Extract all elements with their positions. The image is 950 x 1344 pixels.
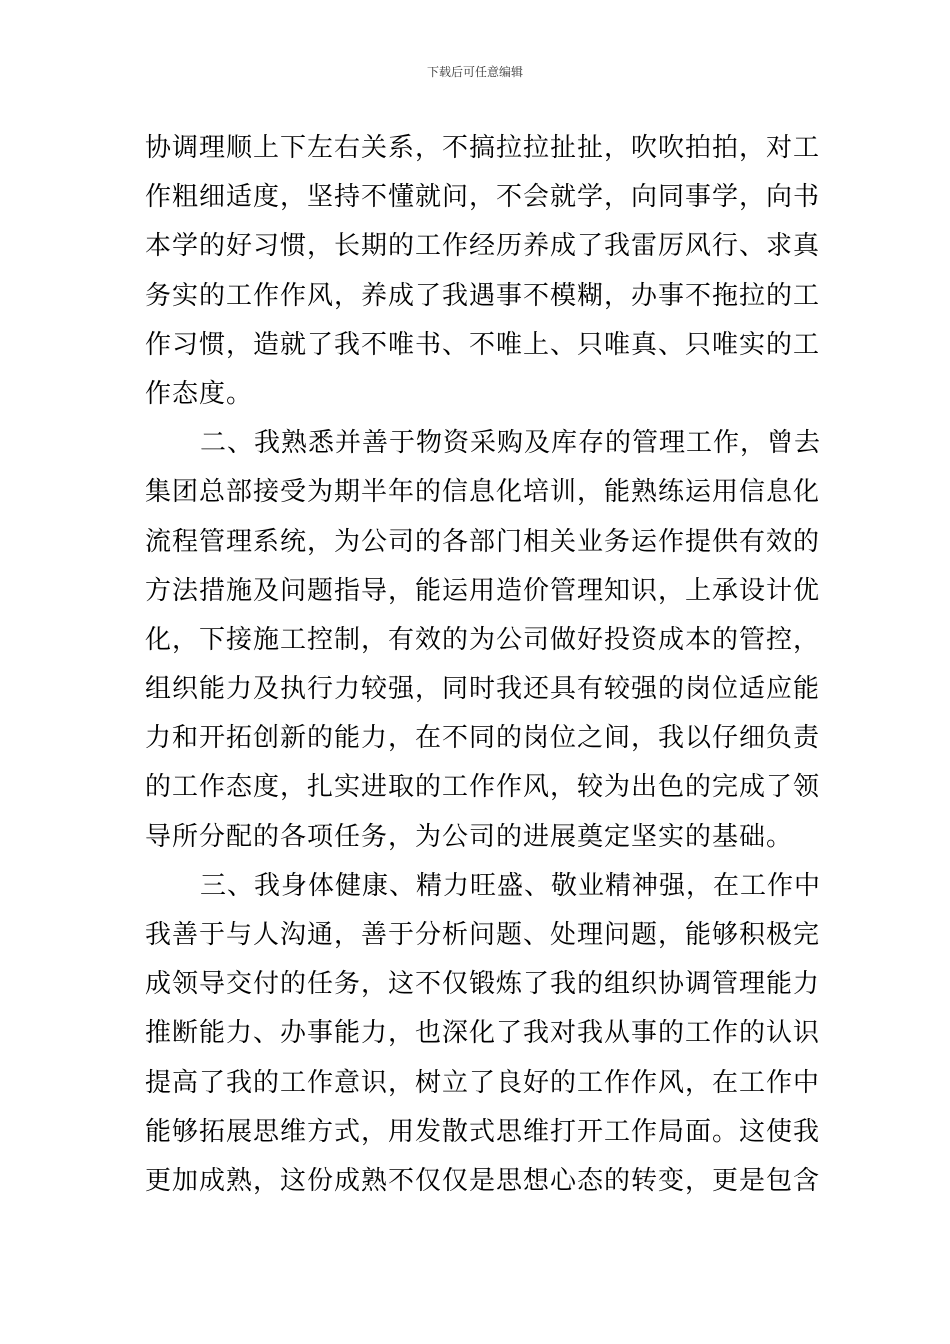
text-line: 化，下接施工控制，有效的为公司做好投资成本的管控， <box>145 624 821 655</box>
text-line: 成领导交付的任务，这不仅锻炼了我的组织协调管理能力 <box>145 969 821 1000</box>
text-line: 力和开拓创新的能力，在不同的岗位之间，我以仔细负责 <box>145 723 821 754</box>
paragraph-3 <box>145 862 822 1206</box>
paragraph-2 <box>145 419 822 862</box>
text-line: 能够拓展思维方式，用发散式思维打开工作局面。这使我 <box>145 1116 821 1147</box>
text-line: 更加成熟，这份成熟不仅仅是思想心态的转变，更是包含 <box>145 1165 821 1196</box>
text-line: 我善于与人沟通，善于分析问题、处理问题，能够积极完 <box>145 920 821 950</box>
text-line: 的工作态度，扎实进取的工作作风，较为出色的完成了领 <box>145 772 821 803</box>
paragraph-1 <box>145 124 821 419</box>
text-line: 流程管理系统，为公司的各部门相关业务运作提供有效的 <box>145 526 821 557</box>
text-line: 二、我熟悉并善于物资采购及库存的管理工作，曾去 <box>200 428 822 459</box>
text-line: 集团总部接受为期半年的信息化培训，能熟练运用信息化 <box>145 477 821 508</box>
text-line: 作态度。 <box>145 378 254 409</box>
page-header: 下载后可任意编辑 <box>426 65 523 79</box>
text-line: 作习惯，造就了我不唯书、不唯上、只唯真、只唯实的工 <box>145 329 821 360</box>
text-line: 本学的好习惯，长期的工作经历养成了我雷厉风行、求真 <box>145 231 821 262</box>
text-line: 协调理顺上下左右关系，不搞拉拉扯扯，吹吹拍拍，对工 <box>145 133 821 163</box>
text-line: 推断能力、办事能力，也深化了我对我从事的工作的认识 <box>145 1018 821 1049</box>
text-line: 三、我身体健康、精力旺盛、敬业精神强，在工作中 <box>200 870 822 901</box>
text-line: 作粗细适度，坚持不懂就问，不会就学，向同事学，向书 <box>145 182 821 213</box>
text-line: 组织能力及执行力较强，同时我还具有较强的岗位适应能 <box>145 674 821 705</box>
text-line: 提高了我的工作意识，树立了良好的工作作风，在工作中 <box>145 1067 821 1098</box>
text-line: 方法措施及问题指导，能运用造价管理知识，上承设计优 <box>145 575 821 606</box>
document-body <box>145 124 822 1206</box>
text-line: 务实的工作作风，养成了我遇事不模糊，办事不拖拉的工 <box>145 280 821 311</box>
text-line: 导所分配的各项任务，为公司的进展奠定坚实的基础。 <box>145 821 794 852</box>
